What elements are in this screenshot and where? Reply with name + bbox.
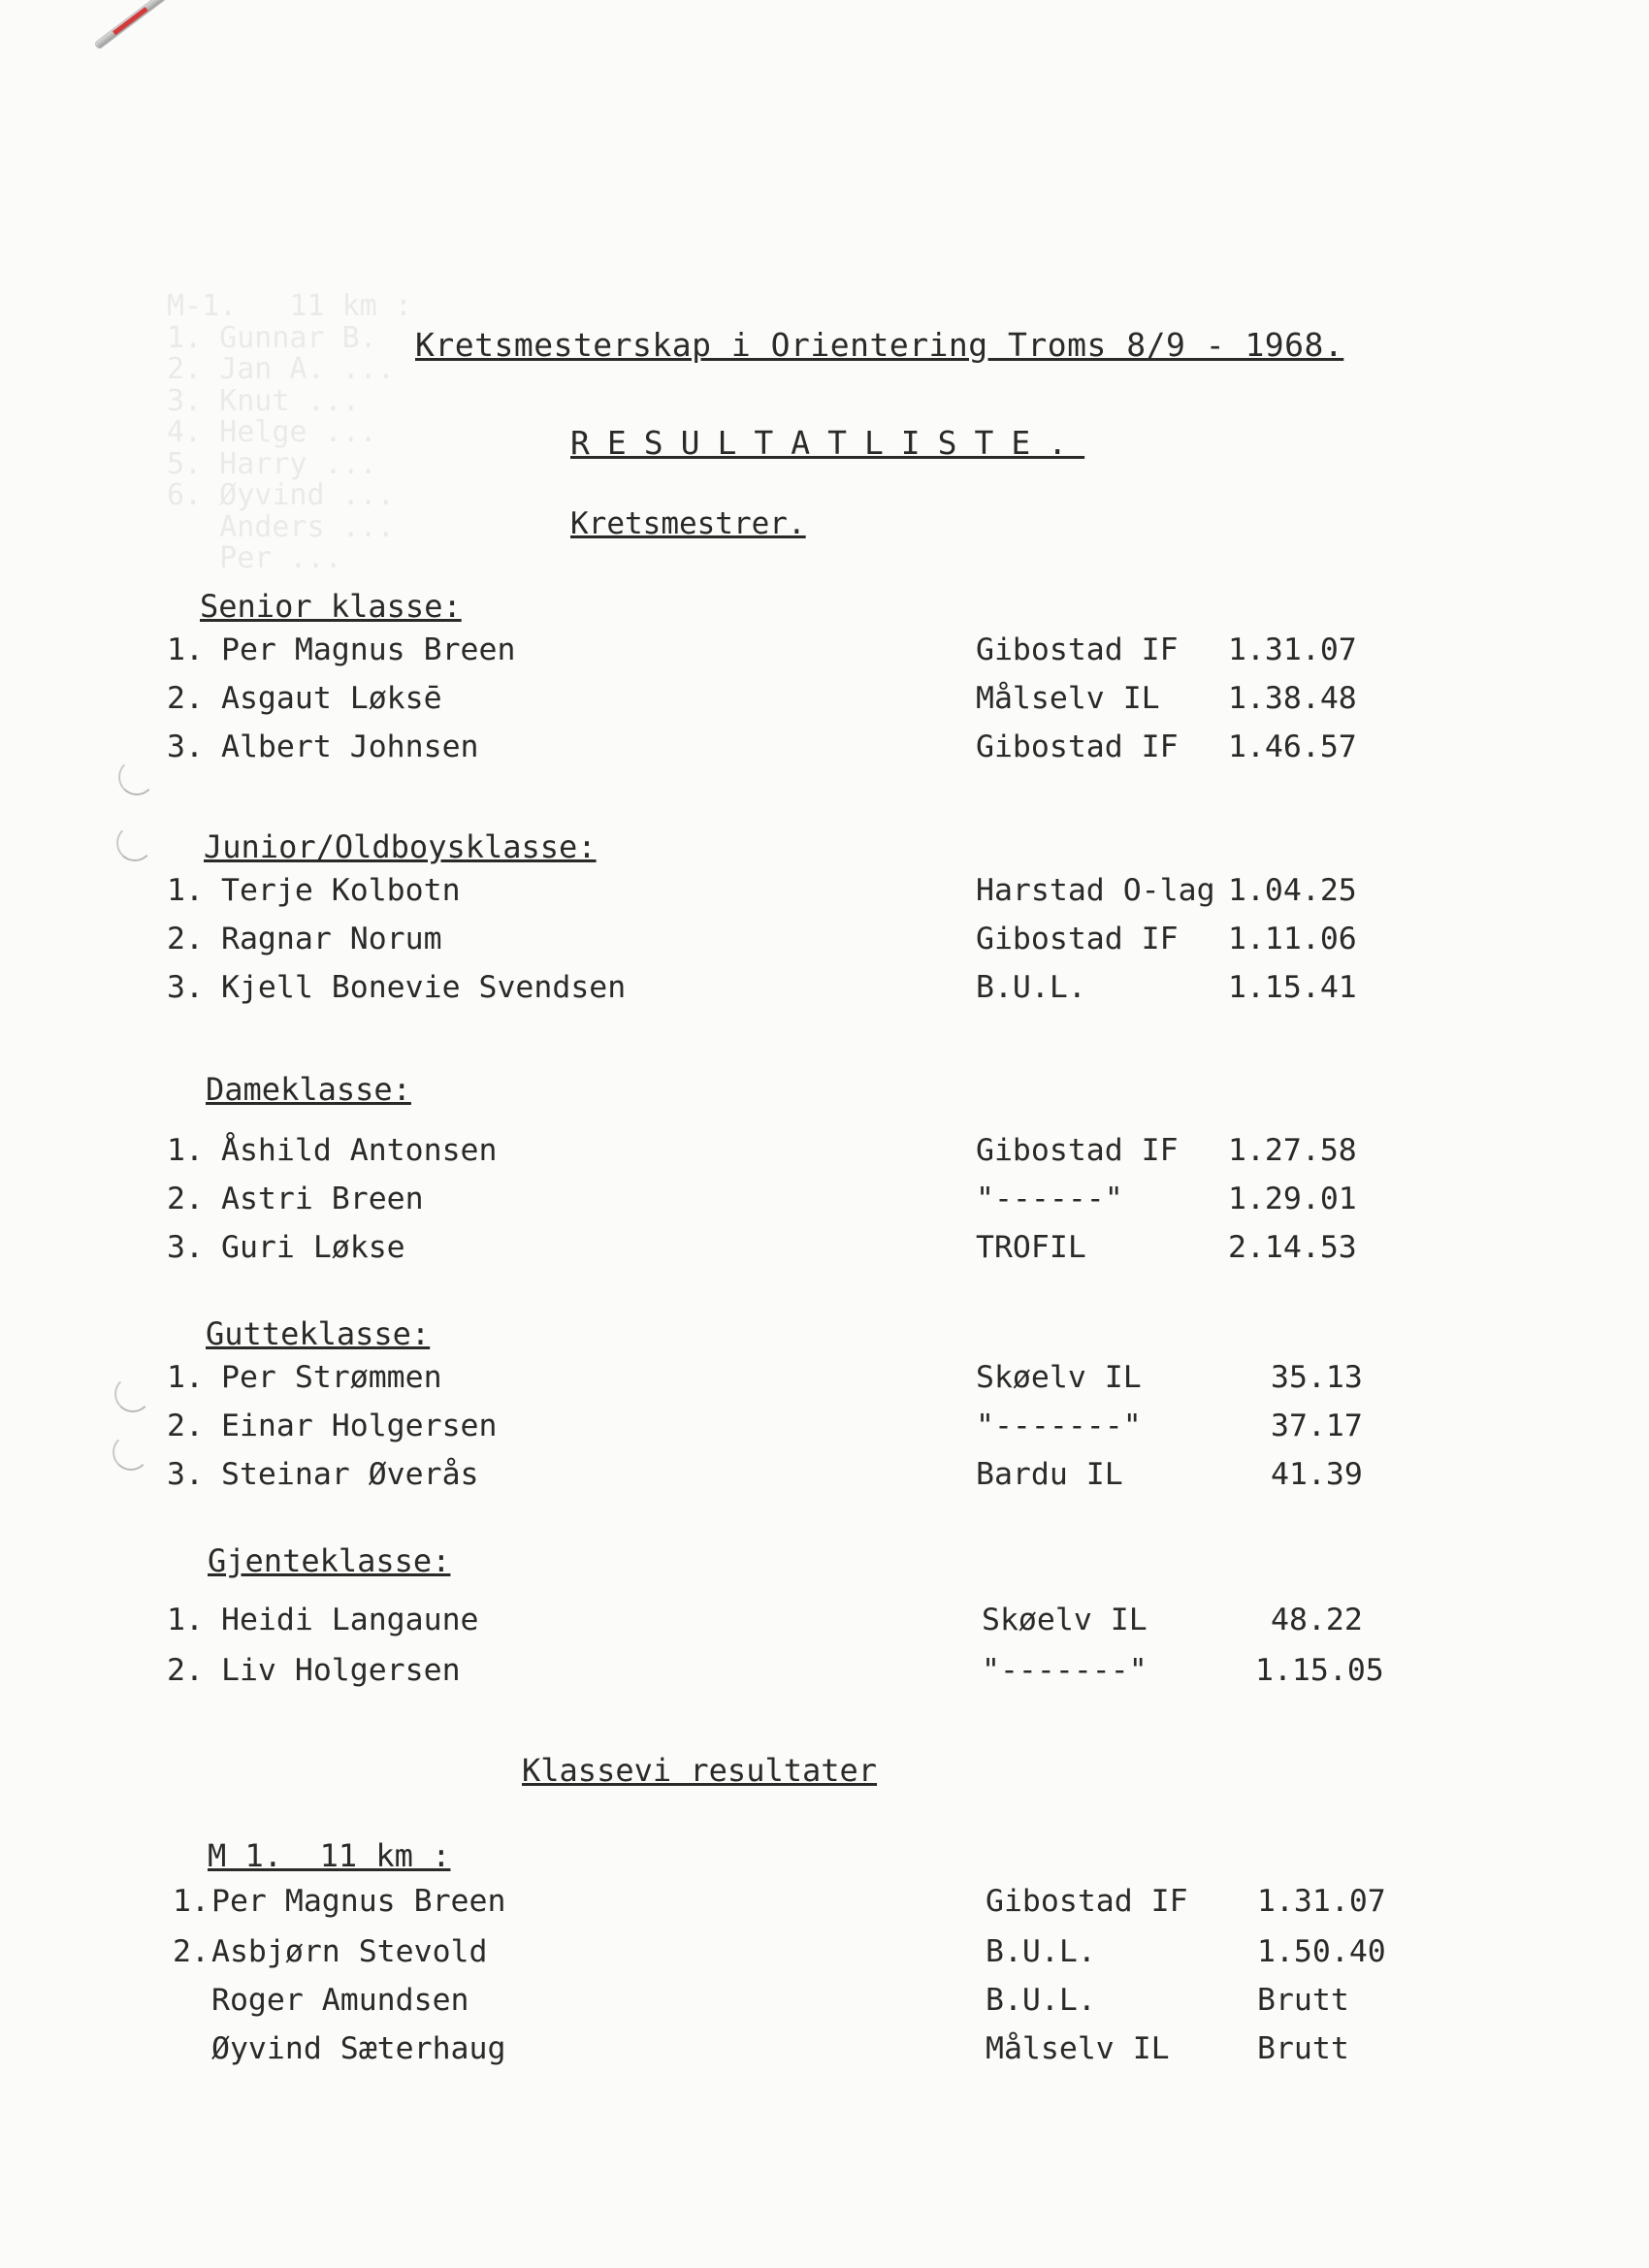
result-row — [0, 1409, 1649, 1455]
club-name: Gibostad IF — [976, 632, 1179, 667]
result-row — [0, 729, 1649, 776]
result-time: Brutt — [1257, 2031, 1349, 2066]
club-name: "-------" — [982, 1653, 1148, 1688]
result-row — [0, 1182, 1649, 1228]
result-row — [0, 922, 1649, 968]
club-name: Målselv IL — [976, 681, 1160, 716]
athlete-name: Åshild Antonsen — [221, 1133, 498, 1168]
result-row — [0, 1230, 1649, 1277]
result-time: Brutt — [1257, 1983, 1349, 2018]
place: 2. — [167, 1182, 204, 1216]
place: 2. — [167, 681, 204, 716]
punch-hole — [116, 825, 153, 861]
club-name: Gibostad IF — [976, 729, 1179, 764]
section-heading-girls: Gjenteklasse: — [208, 1542, 451, 1579]
place: 3. — [167, 970, 204, 1005]
result-row — [0, 1934, 1649, 1981]
result-row — [0, 873, 1649, 920]
athlete-name: Einar Holgersen — [221, 1409, 498, 1443]
section-heading-women: Dameklasse: — [206, 1071, 411, 1108]
club-name: "------" — [976, 1182, 1123, 1216]
result-time: 1.29.01 — [1228, 1182, 1357, 1216]
place: 1. — [167, 1360, 204, 1395]
club-name: Harstad O-lag — [976, 873, 1215, 908]
result-time: 1.38.48 — [1228, 681, 1357, 716]
result-time: 2.14.53 — [1228, 1230, 1357, 1265]
athlete-name: Per Magnus Breen — [221, 632, 516, 667]
place: 3. — [167, 1230, 204, 1265]
result-row — [0, 1983, 1649, 2029]
result-time: 41.39 — [1271, 1457, 1363, 1492]
bleed-through-text: M-1. 11 km : 1. Gunnar B. 2. Jan A. ... 3. Knut ... 4. Helge ... 5. Harry ... 6. Øyvind ... Anders ... Per ... — [167, 289, 412, 575]
club-name: Gibostad IF — [976, 1133, 1179, 1168]
result-row — [0, 2031, 1649, 2078]
result-row — [0, 632, 1649, 679]
result-row — [0, 1457, 1649, 1504]
club-name: "-------" — [976, 1409, 1142, 1443]
section-heading-junior: Junior/Oldboysklasse: — [204, 828, 597, 865]
athlete-name: Kjell Bonevie Svendsen — [221, 970, 627, 1005]
place: 2. — [173, 1934, 210, 1969]
result-row — [0, 1884, 1649, 1930]
result-row — [0, 1653, 1649, 1700]
place: 2. — [167, 1409, 204, 1443]
section-heading-senior: Senior klasse: — [200, 588, 462, 625]
club-name: Bardu IL — [976, 1457, 1123, 1492]
result-row — [0, 1360, 1649, 1407]
club-name: B.U.L. — [976, 970, 1086, 1005]
athlete-name: Asgaut Løksē — [221, 681, 442, 716]
athlete-name: Ragnar Norum — [221, 922, 442, 956]
district-champions-heading: Kretsmestrer. — [570, 506, 806, 541]
athlete-name: Roger Amundsen — [211, 1983, 469, 2018]
result-time: 1.15.41 — [1228, 970, 1357, 1005]
place: 1. — [167, 632, 204, 667]
section-heading-m1: M 1. 11 km : — [208, 1837, 451, 1874]
staple — [95, 0, 167, 49]
club-name: Skøelv IL — [982, 1603, 1148, 1637]
result-time: 1.31.07 — [1228, 632, 1357, 667]
athlete-name: Liv Holgersen — [221, 1653, 461, 1688]
section-heading-boys: Gutteklasse: — [206, 1315, 431, 1352]
document-title: Kretsmesterskap i Orientering Troms 8/9 - 1968. — [415, 326, 1344, 364]
place: 2. — [167, 1653, 204, 1688]
club-name: Skøelv IL — [976, 1360, 1142, 1395]
result-time: 1.50.40 — [1257, 1934, 1386, 1969]
place: 2. — [167, 922, 204, 956]
result-time: 1.11.06 — [1228, 922, 1357, 956]
result-time: 1.46.57 — [1228, 729, 1357, 764]
athlete-name: Per Strømmen — [221, 1360, 442, 1395]
place: 1. — [167, 1603, 204, 1637]
result-row — [0, 970, 1649, 1017]
club-name: B.U.L. — [986, 1934, 1096, 1969]
athlete-name: Øyvind Sæterhaug — [211, 2031, 506, 2066]
place: 3. — [167, 729, 204, 764]
result-row — [0, 681, 1649, 728]
athlete-name: Asbjørn Stevold — [211, 1934, 488, 1969]
athlete-name: Per Magnus Breen — [211, 1884, 506, 1919]
result-time: 1.27.58 — [1228, 1133, 1357, 1168]
club-name: Gibostad IF — [976, 922, 1179, 956]
result-time: 35.13 — [1271, 1360, 1363, 1395]
athlete-name: Guri Løkse — [221, 1230, 405, 1265]
club-name: Målselv IL — [986, 2031, 1170, 2066]
results-heading: RESULTATLISTE. — [570, 424, 1085, 462]
result-time: 1.31.07 — [1257, 1884, 1386, 1919]
result-time: 1.04.25 — [1228, 873, 1357, 908]
result-row — [0, 1603, 1649, 1649]
result-time: 1.15.05 — [1255, 1653, 1384, 1688]
athlete-name: Astri Breen — [221, 1182, 424, 1216]
athlete-name: Heidi Langaune — [221, 1603, 479, 1637]
place: 1. — [167, 873, 204, 908]
place: 1. — [167, 1133, 204, 1168]
place: 1. — [173, 1884, 210, 1919]
club-name: B.U.L. — [986, 1983, 1096, 2018]
athlete-name: Steinar Øverås — [221, 1457, 479, 1492]
class-results-heading: Klassevi resultater — [522, 1752, 878, 1789]
result-time: 37.17 — [1271, 1409, 1363, 1443]
athlete-name: Albert Johnsen — [221, 729, 479, 764]
club-name: Gibostad IF — [986, 1884, 1188, 1919]
athlete-name: Terje Kolbotn — [221, 873, 461, 908]
place: 3. — [167, 1457, 204, 1492]
club-name: TROFIL — [976, 1230, 1086, 1265]
result-time: 48.22 — [1271, 1603, 1363, 1637]
result-row — [0, 1133, 1649, 1180]
